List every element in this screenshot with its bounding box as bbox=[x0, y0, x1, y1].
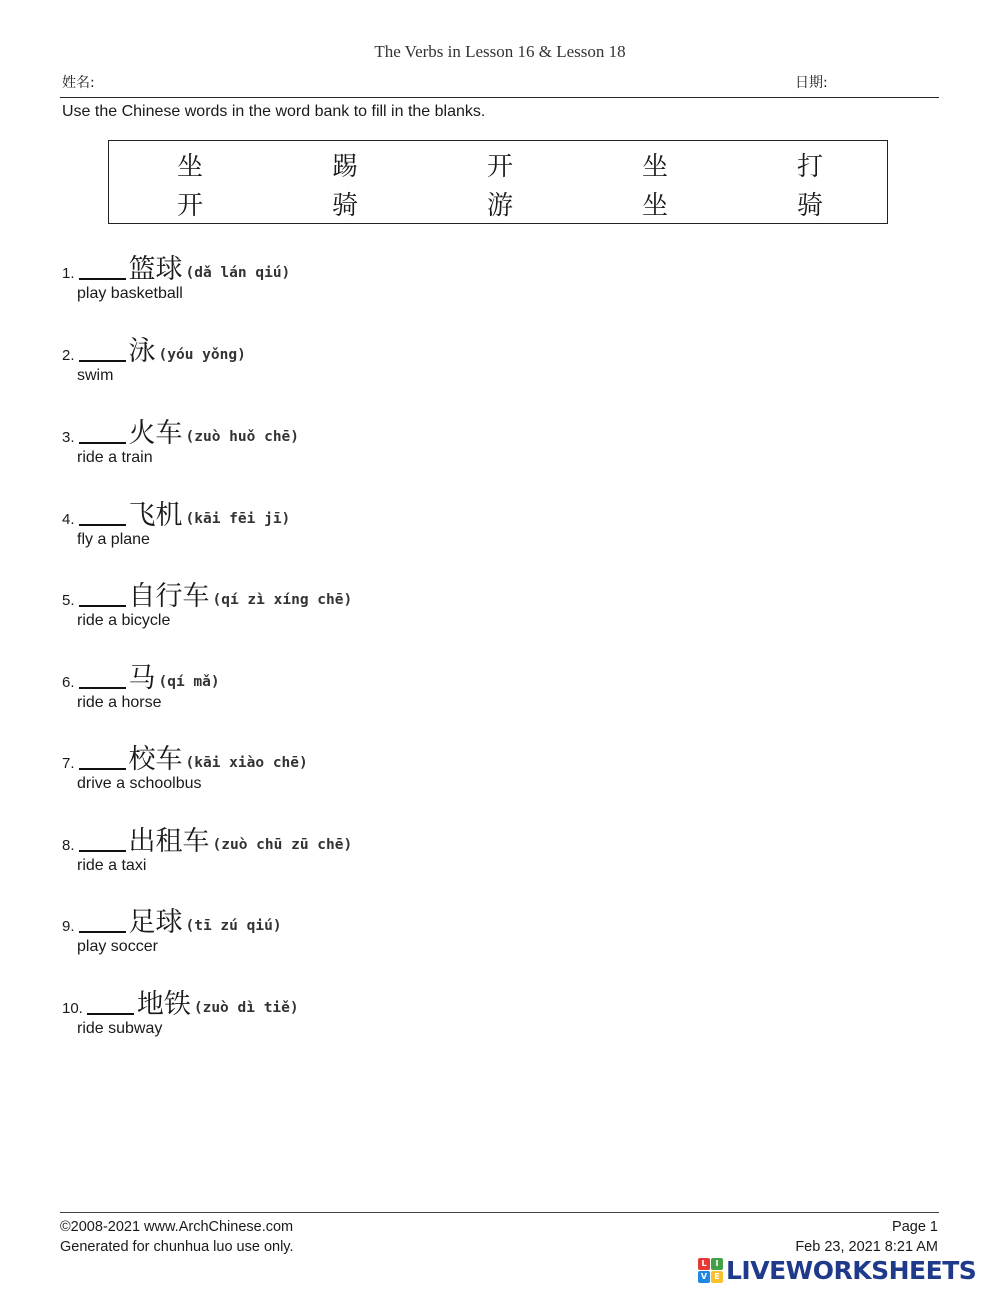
word-bank-word: 游 bbox=[486, 191, 513, 221]
footer-divider bbox=[60, 1212, 939, 1213]
question-english: ride a horse bbox=[77, 694, 162, 711]
question-hanzi: 足球 bbox=[128, 907, 183, 938]
question-pinyin: (zuò dì tiě) bbox=[193, 1000, 299, 1016]
question-number: 6. bbox=[62, 674, 75, 691]
question-number: 8. bbox=[62, 837, 75, 854]
question-item bbox=[62, 577, 762, 630]
question-english: ride a train bbox=[77, 449, 153, 466]
word-bank-word: 坐 bbox=[641, 152, 668, 182]
question-english: swim bbox=[77, 367, 114, 384]
question-hanzi: 泳 bbox=[128, 336, 156, 367]
question-number: 2. bbox=[62, 347, 75, 364]
header-divider bbox=[60, 97, 939, 98]
answer-blank[interactable] bbox=[87, 1013, 134, 1015]
answer-blank[interactable] bbox=[79, 278, 126, 280]
question-number: 10. bbox=[62, 1000, 83, 1017]
question-pinyin: (yóu yǒng) bbox=[158, 347, 246, 363]
answer-blank[interactable] bbox=[79, 442, 126, 444]
logo-block: V bbox=[698, 1271, 710, 1283]
word-bank-word: 坐 bbox=[176, 152, 203, 182]
question-number: 3. bbox=[62, 429, 75, 446]
question-item bbox=[62, 985, 762, 1038]
question-hanzi: 火车 bbox=[128, 418, 183, 449]
question-english: play basketball bbox=[77, 285, 183, 302]
question-item bbox=[62, 496, 762, 549]
answer-blank[interactable] bbox=[79, 524, 126, 526]
answer-blank[interactable] bbox=[79, 687, 126, 689]
question-number: 9. bbox=[62, 918, 75, 935]
question-item bbox=[62, 740, 762, 793]
question-english: fly a plane bbox=[77, 531, 150, 548]
logo-block: I bbox=[711, 1258, 723, 1270]
generated-note: Generated for chunhua luo use only. bbox=[60, 1239, 294, 1255]
footer-right bbox=[795, 1217, 938, 1257]
question-hanzi: 地铁 bbox=[136, 989, 191, 1020]
question-pinyin: (qí zì xíng chē) bbox=[212, 592, 353, 608]
question-number: 4. bbox=[62, 511, 75, 528]
question-pinyin: (tī zú qiú) bbox=[185, 918, 282, 934]
question-hanzi: 出租车 bbox=[128, 826, 210, 857]
instructions-text: Use the Chinese words in the word bank to fill in the blanks. bbox=[62, 103, 486, 120]
copyright-link[interactable]: ©2008-2021 www.ArchChinese.com bbox=[60, 1219, 294, 1235]
question-item bbox=[62, 250, 762, 303]
word-bank bbox=[108, 140, 888, 224]
question-hanzi: 校车 bbox=[128, 744, 183, 775]
question-english: ride a taxi bbox=[77, 857, 147, 874]
date-label: 日期: bbox=[795, 75, 828, 91]
word-bank-word: 打 bbox=[796, 152, 823, 182]
question-english: ride subway bbox=[77, 1020, 163, 1037]
footer-left bbox=[60, 1217, 294, 1257]
logo-blocks-icon bbox=[698, 1258, 723, 1283]
question-pinyin: (qí mǎ) bbox=[158, 674, 220, 690]
question-pinyin: (zuò chū zū chē) bbox=[212, 837, 353, 853]
question-english: drive a schoolbus bbox=[77, 775, 202, 792]
logo-block: E bbox=[711, 1271, 723, 1283]
logo-block: L bbox=[698, 1258, 710, 1270]
page-number: Page 1 bbox=[892, 1219, 938, 1235]
answer-blank[interactable] bbox=[79, 360, 126, 362]
question-item bbox=[62, 414, 762, 467]
name-label: 姓名: bbox=[62, 75, 95, 91]
question-pinyin: (dǎ lán qiú) bbox=[185, 265, 291, 281]
question-hanzi: 自行车 bbox=[128, 581, 210, 612]
generated-datetime: Feb 23, 2021 8:21 AM bbox=[795, 1239, 938, 1255]
word-bank-word: 开 bbox=[176, 191, 203, 221]
answer-blank[interactable] bbox=[79, 850, 126, 852]
question-number: 7. bbox=[62, 755, 75, 772]
question-hanzi: 篮球 bbox=[128, 254, 183, 285]
word-bank-word: 骑 bbox=[331, 191, 358, 221]
word-bank-word: 踢 bbox=[331, 152, 358, 182]
word-bank-word: 开 bbox=[486, 152, 513, 182]
question-item bbox=[62, 822, 762, 875]
liveworksheets-logo[interactable] bbox=[698, 1256, 976, 1284]
answer-blank[interactable] bbox=[79, 768, 126, 770]
question-english: ride a bicycle bbox=[77, 612, 171, 629]
question-hanzi: 马 bbox=[128, 663, 156, 694]
question-english: play soccer bbox=[77, 938, 158, 955]
question-item bbox=[62, 332, 762, 385]
page-title: The Verbs in Lesson 16 & Lesson 18 bbox=[374, 42, 626, 61]
question-pinyin: (kāi fēi jī) bbox=[185, 511, 291, 527]
question-number: 5. bbox=[62, 592, 75, 609]
question-item bbox=[62, 659, 762, 712]
answer-blank[interactable] bbox=[79, 605, 126, 607]
question-item bbox=[62, 903, 762, 956]
question-pinyin: (zuò huǒ chē) bbox=[185, 429, 300, 445]
answer-blank[interactable] bbox=[79, 931, 126, 933]
logo-text: LIVEWORKSHEETS bbox=[726, 1255, 977, 1285]
word-bank-word: 骑 bbox=[796, 191, 823, 221]
question-hanzi: 飞机 bbox=[128, 500, 183, 531]
question-number: 1. bbox=[62, 265, 75, 282]
question-pinyin: (kāi xiào chē) bbox=[185, 755, 308, 771]
word-bank-word: 坐 bbox=[641, 191, 668, 221]
